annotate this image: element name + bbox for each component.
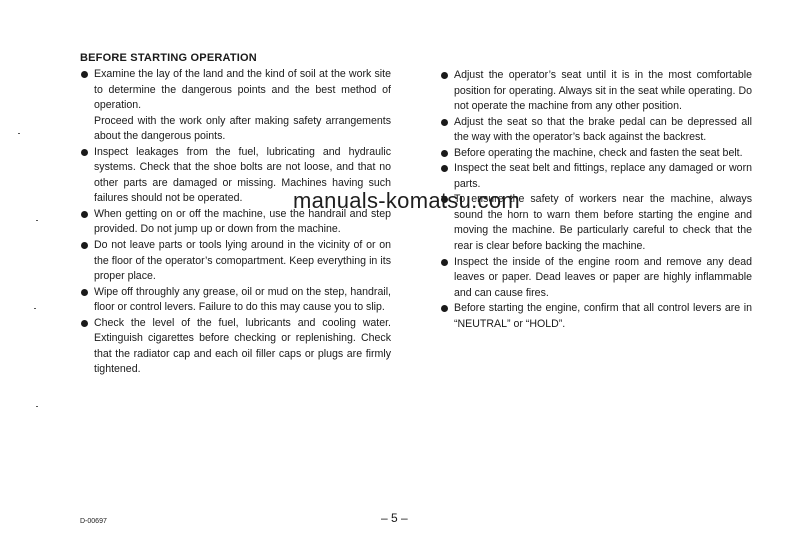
list-item	[440, 301, 752, 332]
list-item	[440, 115, 752, 146]
bullet-dot-icon	[441, 72, 448, 79]
bullet-dot-icon	[81, 149, 88, 156]
item-text: Do not leave parts or tools lying around in the vicinity of or on the floor of the operator’s comopartment. Keep everything in its proper place.	[94, 239, 391, 283]
list-item	[80, 316, 391, 378]
item-text: Before starting the engine, confirm that all control levers are in “NEUTRAL” or “HOLD”.	[454, 302, 752, 330]
list-item	[80, 238, 391, 285]
scan-speck	[18, 133, 20, 134]
list-item	[80, 67, 391, 145]
item-text: When getting on or off the machine, use the handrail and step provided. Do not jump up or down from the machine.	[94, 207, 391, 236]
watermark-text: manuals-komatsu.com	[293, 188, 520, 213]
bullet-dot-icon	[81, 289, 88, 296]
list-item	[440, 146, 752, 162]
bullet-dot-icon	[81, 71, 88, 78]
item-text: Check the level of the fuel, lubricants and cooling water. Extinguish cigarettes before checking or replenishing. Check that the radiator cap and each oil filler caps or plugs are firmly tightened.	[94, 316, 391, 376]
item-text: Wipe off throughly any grease, oil or mud on the step, handrail, floor or control levers. Failure to do this may cause you to slip.	[94, 285, 391, 314]
bullet-dot-icon	[81, 320, 88, 327]
bullet-dot-icon	[441, 119, 448, 126]
item-text: Inspect the inside of the engine room and remove any dead leaves or paper. Dead leaves or paper are highly inflammable and can cause fires.	[454, 255, 752, 299]
section-heading: BEFORE STARTING OPERATION	[80, 52, 257, 64]
bullet-dot-icon	[441, 165, 448, 172]
bullet-dot-icon	[441, 259, 448, 266]
bullet-dot-icon	[441, 150, 448, 157]
scan-speck	[36, 406, 38, 407]
list-item	[80, 285, 391, 316]
bullet-dot-icon	[441, 305, 448, 312]
item-text: Adjust the operator’s seat until it is in the most comfortable position for operating. Always sit in the seat while operating. Do not operate the machine from any other position.	[454, 69, 752, 113]
page-number: – 5 –	[381, 511, 408, 525]
item-text: Examine the lay of the land and the kind of soil at the work site to determine the dangerous points and the best method of operation.	[94, 68, 391, 112]
item-text: To ensure the safety of workers near the machine, always sound the horn to warn them before starting the engine and moving the machine. Be particularly careful to check that the rear is clear before backing the machine.	[454, 193, 752, 253]
scan-speck	[34, 308, 36, 309]
left-column-list	[80, 67, 391, 378]
item-text: Inspect the seat belt and fittings, replace any damaged or worn parts.	[454, 162, 752, 190]
item-text: Proceed with the work only after making safety arrangements about the dangerous points.	[94, 114, 391, 143]
item-text: Inspect leakages from the fuel, lubricating and hydraulic systems. Check that the shoe bolts are not loose, and that no other parts are damaged or missing. Machines having such failures should not be operated.	[94, 145, 391, 205]
scan-speck	[36, 220, 38, 221]
item-text: Adjust the seat so that the brake pedal can be depressed all the way with the operator’s back against the backrest.	[454, 115, 752, 144]
document-code: D-00697	[80, 518, 107, 525]
bullet-dot-icon	[81, 211, 88, 218]
list-item	[440, 255, 752, 302]
list-item	[440, 68, 752, 115]
bullet-dot-icon	[81, 242, 88, 249]
item-text: Before operating the machine, check and fasten the seat belt.	[454, 146, 743, 159]
